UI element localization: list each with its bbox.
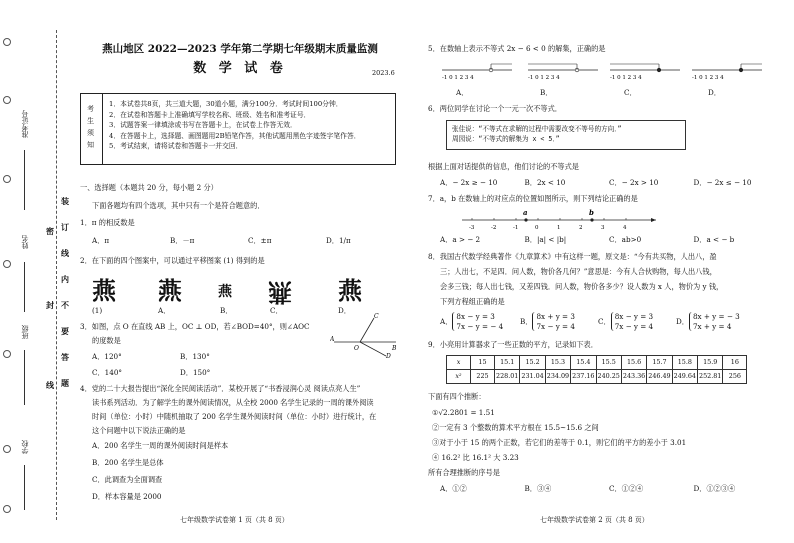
q7-option-a[interactable]: A．a > − 2 [440, 235, 481, 244]
table-cell: 15.9 [698, 356, 723, 370]
q9-stem: 9．小亮用计算器求了一些正数的平方，记录如下表． [428, 340, 598, 349]
q5-option-a[interactable]: A． [456, 88, 469, 97]
binding-hole [3, 260, 11, 268]
q8-eq: 7x − y = 4 [536, 321, 575, 331]
fold-word: 内 [61, 274, 69, 284]
q6-options [428, 178, 778, 188]
q6-dialog-box [446, 120, 686, 150]
notice-item: 5．考试结束，请将试卷和答题卡一并交回． [109, 142, 243, 151]
q8-eq: 7x + y = 4 [692, 321, 732, 331]
q7-point-a [524, 218, 527, 221]
q5-line-c [610, 64, 680, 81]
q3-label-b: B [392, 345, 397, 352]
q9-options [428, 484, 778, 494]
q6-option-c[interactable]: C．− 2x > 10 [609, 178, 659, 187]
table-cell: 246.49 [647, 370, 672, 384]
footer-right: 七年级数学试卷第 2 页（共 8 页） [540, 516, 649, 524]
q8-letter-a: A． [440, 316, 453, 326]
table-cell: 15.8 [672, 356, 697, 370]
footer-left: 七年级数学试卷第 1 页（共 8 页） [180, 516, 289, 524]
fold-word: 答 [61, 352, 69, 362]
q9-stem2: 下面有四个推断： [428, 392, 486, 401]
seal-word: 封 [46, 300, 54, 310]
q8-letter-c: C． [598, 316, 611, 326]
notice-item: 1．本试卷共8页，共三道大题，30道小题，满分100分．考试时间100分钟． [109, 100, 343, 108]
fold-word: 不 [61, 300, 69, 310]
q3-option-b[interactable]: B．130° [180, 352, 210, 361]
q1-stem: 1．π 的相反数是 [80, 218, 135, 227]
notice-head: 考生须知 [81, 94, 103, 164]
q3-label-a: A [330, 336, 335, 343]
q8-system-a [452, 312, 503, 331]
q4-stem4: 这个问题中以下说法正确的是 [92, 426, 186, 435]
q5-option-d[interactable]: D． [708, 88, 721, 97]
q8-stem: 8．我国古代数学经典著作《九章算术》中有这样一题，原文是：“今有共买物，人出八，盈 [428, 252, 717, 261]
q7-arrow [651, 218, 656, 222]
binding-hole [3, 96, 11, 104]
notice-box [80, 93, 396, 165]
q5-stem: 5．在数轴上表示不等式 2x − 6 < 0 的解集，正确的是 [428, 44, 606, 53]
q8-options [428, 312, 778, 338]
q2-figure-a: 燕 [158, 276, 182, 305]
q6-quote-2: 周园说：“不等式的解集为 x < 5．” [452, 135, 560, 144]
q7-tick-label: -3 [469, 225, 475, 231]
q5-ticks-c: -1 0 1 2 3 4 [610, 75, 642, 81]
q1-option-c[interactable]: C．±π [248, 236, 272, 245]
q5-option-b[interactable]: B． [540, 88, 553, 97]
q9-item-3: ③对于小于 15 的两个正数，若它们的差等于 0.1，则它们的平方的差小于 3.01 [432, 438, 687, 447]
q8-system-d [689, 312, 740, 331]
fold-word: 题 [61, 378, 69, 388]
table-row [447, 370, 747, 384]
q8-system-b [532, 312, 574, 331]
q3-options-row2 [80, 368, 300, 380]
q8-option-b[interactable] [520, 312, 575, 331]
binding-hole [3, 175, 11, 183]
q8-eq: 7x − y = 4 [614, 321, 654, 331]
q4-stem2: 读书系列活动．为了解学生的课外阅读情况，从全校 2000 名学生记录的一周的课外阅读 [92, 398, 374, 407]
q8-option-c[interactable] [598, 312, 653, 331]
notice-item: 3．试题答案一律填涂或书写在答题卡上，在试卷上作答无效． [109, 121, 297, 130]
seal-word: 线 [46, 380, 54, 390]
table-cell: 243.36 [621, 370, 646, 384]
q5-ticks-d: -1 0 1 2 3 4 [692, 75, 724, 81]
exam-title: 燕山地区 2022—2023 学年第二学期七年级期末质量监测 [102, 43, 378, 55]
q3-stem2: 的度数是 [92, 336, 121, 345]
q5-line-b [528, 64, 598, 81]
q4-option-c[interactable]: C．此调查为全面调查 [92, 475, 163, 484]
q7-tick-label: -1 [513, 225, 519, 231]
q3-option-a[interactable]: A．120° [92, 352, 122, 361]
q2-stem: 2．在下面的四个图案中，可以通过平移图案 (1) 得到的是 [80, 256, 265, 265]
q6-quote-1: 张佳说：“不等式在求解的过程中需要改变不等号的方向．” [452, 125, 622, 133]
q1-option-b[interactable]: B．－π [170, 236, 195, 245]
q5-ticks-a: -1 0 1 2 3 4 [442, 75, 474, 81]
q9-stem3: 所有合理推断的序号是 [428, 468, 500, 477]
q7-tick-label: -2 [491, 225, 497, 231]
q2-figure-b: 燕 [218, 284, 232, 300]
q3-option-c[interactable]: C．140° [92, 368, 122, 377]
q6-stem: 6．两位同学在讨论一个一元一次不等式． [428, 104, 562, 113]
q8-stem2: 三；人出七，不足四．问人数，物价各几何？”意思是：今有人合伙购物，每人出八钱， [440, 267, 717, 276]
q9-item-1: ①√2.2801 = 1.51 [432, 408, 495, 417]
table-cell: 16 [723, 356, 747, 370]
binding-hole [3, 505, 11, 513]
q7-point-b [590, 218, 593, 221]
q3-label-d: D [386, 353, 391, 360]
q8-eq: 8x + y = 3 [536, 312, 575, 321]
q3-label-c: C [374, 313, 379, 320]
q9-option-c[interactable]: C．①②④ [609, 484, 644, 493]
q9-item-2: ②一定有 3 个整数的算术平方根在 15.5~15.6 之间 [432, 423, 599, 432]
q8-system-c [611, 312, 653, 331]
section-intro: 下面各题均有四个选项，其中只有一个是符合题意的． [92, 201, 265, 210]
table-cell: 256 [723, 370, 747, 384]
table-cell: 225 [471, 370, 495, 384]
binding-hole [3, 350, 11, 358]
table-cell: 15.5 [596, 356, 621, 370]
fold-word: 装 [61, 196, 69, 206]
q9-option-d[interactable]: D．①②③④ [693, 484, 736, 493]
q3-label-o: O [354, 345, 359, 352]
q2-figure-c: 燕 [268, 277, 292, 307]
q7-options [428, 235, 778, 245]
table-cell: 15.3 [545, 356, 570, 370]
notice-item: 2．在试卷和答题卡上准确填写学校名称、班级、姓名和准考证号． [109, 110, 311, 119]
q7-tick-label: 0 [535, 225, 539, 231]
table-cell: 15.6 [621, 356, 646, 370]
notice-body [109, 99, 391, 152]
q3-options-row1 [80, 352, 300, 364]
fold-word: 线 [61, 248, 69, 258]
q7-tick-label: 1 [557, 225, 561, 231]
table-cell: 15.7 [647, 356, 672, 370]
q7-option-c[interactable]: C．ab>0 [609, 235, 642, 244]
table-cell: 15.2 [520, 356, 545, 370]
q6-stem2: 根据上面对话提供的信息，他们讨论的不等式是 [428, 162, 579, 171]
q7-tick-label: 4 [623, 225, 627, 231]
q7-label-a: a [523, 208, 528, 217]
q8-eq: 8x − y = 3 [614, 312, 654, 321]
q8-eq: 8x − y = 3 [456, 312, 495, 321]
class-line [24, 350, 25, 405]
q9-table [446, 355, 747, 384]
q5-options [428, 88, 778, 98]
table-cell: x [447, 356, 471, 370]
exam-id-line [24, 150, 25, 210]
q4-option-b[interactable]: B．200 名学生是总体 [92, 458, 164, 467]
q5-option-c[interactable]: C． [624, 88, 637, 97]
q8-letter-b: B． [520, 316, 533, 326]
q9-option-a[interactable]: A．①② [440, 484, 467, 493]
q4-option-a[interactable]: A．200 名学生一周的课外阅读时间是样本 [92, 441, 229, 450]
q2-figure-d: 燕 [338, 276, 362, 305]
q8-option-a[interactable] [440, 312, 503, 331]
q6-option-b[interactable]: B．2x < 10 [524, 178, 566, 187]
q4-option-d[interactable]: D．样本容量是 2000 [92, 492, 162, 501]
binding-hole [3, 445, 11, 453]
table-cell: 249.64 [672, 370, 697, 384]
field-school: 学校 [21, 440, 29, 454]
q4-stem3: 时间（单位：小时）中随机抽取了 200 名学生课外阅读时间（单位：小时）进行统计，在 [92, 412, 377, 421]
table-row [447, 356, 747, 370]
q5-ticks-b: -1 0 1 2 3 4 [528, 75, 560, 81]
table-cell: 240.25 [596, 370, 621, 384]
q5-line-a [442, 64, 512, 81]
name-line [24, 262, 25, 312]
table-cell: 252.81 [698, 370, 723, 384]
q3-figure [330, 312, 400, 360]
q7-option-d[interactable]: D．a < − b [693, 235, 735, 244]
q7-option-b[interactable]: B．|a| < |b| [524, 235, 567, 244]
section-title: 一、选择题（本题共 20 分，每小题 2 分） [80, 183, 218, 192]
q8-letter-d: D． [676, 316, 689, 326]
field-name: 姓名 [21, 235, 29, 249]
q6-option-a[interactable]: A．− 2x ≥ − 10 [440, 178, 498, 187]
q7-stem: 7．a，b 在数轴上的对应点的位置如图所示，则下列结论正确的是 [428, 194, 638, 203]
q5-line-d [692, 64, 762, 81]
q2-label-c[interactable]: C． [270, 306, 283, 315]
table-cell: 228.01 [495, 370, 520, 384]
q7-number-line [460, 206, 660, 234]
fold-word: 要 [61, 326, 69, 336]
table-cell: 237.16 [571, 370, 596, 384]
binding-margin [0, 0, 78, 543]
exam-subtitle: 数 学 试 卷 [193, 61, 287, 76]
school-line [24, 465, 25, 510]
q4-stem: 4．党的二十大报告提出“深化全民阅读活动”．某校开展了“书香浸润心灵 阅读点亮人生” [80, 384, 361, 393]
q2-label-a[interactable]: A． [158, 306, 171, 315]
table-cell: 234.09 [545, 370, 570, 384]
q9-item-4: ④ 16.2² 比 16.1² 大 3.23 [432, 453, 519, 462]
q2-figure-1: 燕 [92, 276, 116, 305]
q7-tick-label: 2 [579, 225, 583, 231]
q7-label-b: b [589, 208, 594, 217]
field-exam-id: 准考证号 [21, 110, 29, 138]
table-cell: 15.4 [571, 356, 596, 370]
q1-option-a[interactable]: A．π [92, 236, 110, 245]
q2-figures [88, 270, 388, 307]
field-class: 班级 [21, 325, 29, 339]
q8-eq: 8x + y = − 3 [692, 312, 740, 321]
q3-stem: 3．如图，点 O 在直线 AB 上，OC ⊥ OD，若∠BOD=40°，则∠AOC [80, 322, 310, 331]
seal-word: 密 [46, 226, 54, 236]
q9-option-b[interactable]: B．③④ [524, 484, 552, 493]
table-cell: 15.1 [495, 356, 520, 370]
table-cell: x² [447, 370, 471, 384]
q3-ray-od [360, 342, 386, 356]
q1-option-d[interactable]: D．1/π [326, 236, 351, 245]
q8-stem4: 下列方程组正确的是 [440, 297, 505, 306]
q2-label-1: (1) [92, 306, 103, 315]
table-cell: 231.04 [520, 370, 545, 384]
q1-options [80, 236, 404, 246]
notice-item: 4．在答题卡上，选择题、画图题用2B铅笔作答，其他试题用黑色字迹签字笔作答． [109, 131, 361, 140]
exam-date: 2023.6 [372, 69, 395, 77]
q7-tick-label: 3 [601, 225, 605, 231]
q3-option-d[interactable]: D．150° [180, 368, 211, 377]
q8-stem3: 会多三钱；每人出七钱，又差四钱．问人数，物价各多少？设人数为 x 人，物价为 y 钱， [440, 282, 724, 291]
q8-option-d[interactable] [676, 312, 740, 331]
fold-word: 订 [61, 222, 69, 232]
q2-label-d[interactable]: D． [338, 306, 351, 315]
q8-eq: 7x − y = − 4 [456, 321, 504, 331]
q6-option-d[interactable]: D．− 2x ≤ − 10 [693, 178, 752, 187]
binding-hole [3, 38, 11, 46]
q2-label-b[interactable]: B． [220, 306, 233, 315]
q3-ray-oc [360, 318, 374, 342]
table-cell: 15 [471, 356, 495, 370]
